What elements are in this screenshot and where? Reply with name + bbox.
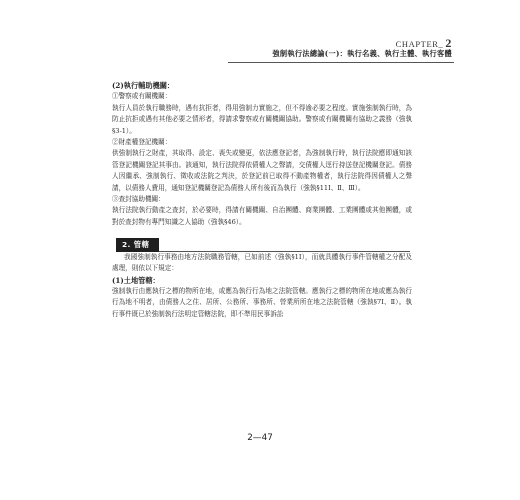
chapter-number: 2 bbox=[445, 36, 452, 50]
item-body-seizure: 執行法院執行動產之查封，於必要時，得請有關機關、自治團體、商業團體、工業團體或其他團體，或對於查封物有專門知識之人協助（強執§46）。 bbox=[112, 206, 412, 226]
item-heading-police: ①警察或有關機關： bbox=[112, 92, 172, 101]
section-heading-land: (1)土地管轄： bbox=[112, 275, 160, 285]
jurisdiction-intro: 我國強制執行事務由地方法院職務管轄，已如前述（強執§1Ⅰ），而就具體執行事件管轄權之分配及處理，則依以下規定： bbox=[112, 252, 412, 273]
page-number: 2—47 bbox=[247, 433, 273, 443]
item-body-police: 執行人員於執行職務時，遇有抗拒者，得用強制力實施之，但不得逾必要之程度。實施強制執行時，為防止抗拒或遇有其他必要之情形者，得請求警察或有關機關協助。警察或有關機關有協助之義務（強執§3-1）。 bbox=[112, 103, 412, 135]
running-header-title: 強制執行法總論(一)：執行名義、執行主體、執行客體 bbox=[272, 49, 452, 58]
page-body bbox=[112, 80, 412, 320]
header-divider bbox=[228, 62, 454, 63]
item-heading-registry: ②財產權登記機關： bbox=[112, 138, 172, 147]
item-body-registry: 供強制執行之財產，其取得、設定、喪失或變更，依法應登記者，為強制執行時，執行法院應即通知該管登記機關登記其事由。該通知，執行法院得依債權人之聲請，交債權人逕行持送登記機關登記。債務人因繼承、強制執行、徵收或法院之判決，於登記前已取得不動產物權者，執行法院得因債權人之聲請，以債務人費用，通知登記機關登記為債務人所有後而為執行（強執§11Ⅰ、Ⅱ、Ⅲ）。 bbox=[112, 149, 412, 192]
item-heading-seizure: ③查封協助機關： bbox=[112, 195, 165, 204]
chapter-label: CHAPTER_ 2 bbox=[395, 36, 452, 50]
land-jurisdiction-body: 強制執行由應執行之標的物所在地，或應為執行行為地之法院管轄。應執行之標的物所在地或應為執行行為地不明者，由債務人之住、居所、公務所、事務所、營業所所在地之法院管轄（強執§7Ⅰ、Ⅱ）。執行事件既已於強制執行法明定管轄法院，即不準用民事訴訟 bbox=[112, 286, 412, 318]
chapter-text: CHAPTER bbox=[395, 39, 439, 49]
section-heading-assist: (2)執行輔助機關： bbox=[112, 81, 175, 90]
section-badge-jurisdiction: 2. 管轄 bbox=[116, 238, 159, 251]
